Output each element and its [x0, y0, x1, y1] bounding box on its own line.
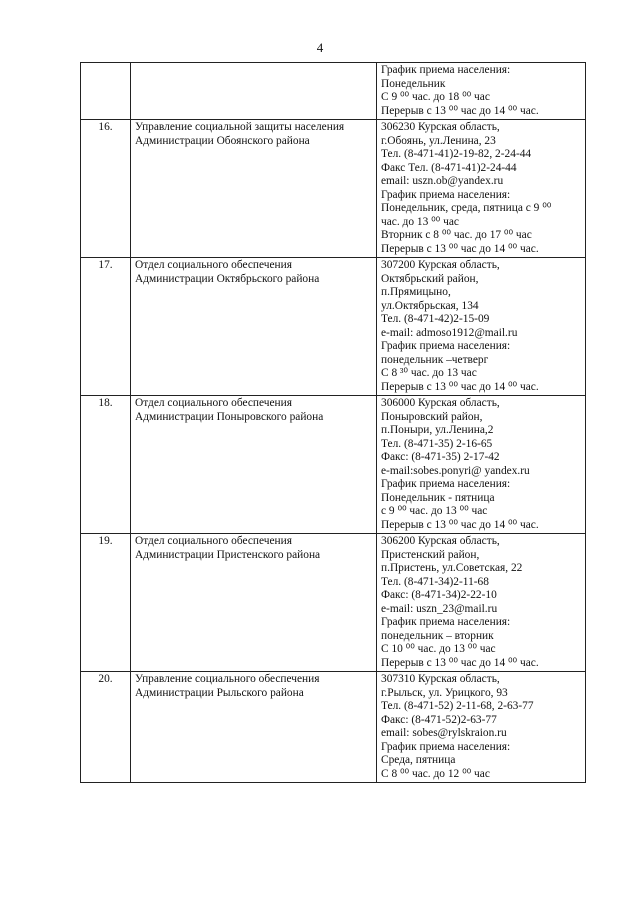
contact-line: Пристенский район, [381, 548, 480, 561]
contact-line: С 9 ⁰⁰ час. до 18 ⁰⁰ час [381, 91, 490, 103]
contact-line: Перерыв с 13 ⁰⁰ час до 14 ⁰⁰ час. [381, 104, 539, 117]
contact-line: Вторник с 8 ⁰⁰ час. до 17 ⁰⁰ час [381, 229, 532, 241]
contact-info [377, 534, 586, 672]
table-row [81, 396, 586, 534]
row-number [81, 63, 131, 120]
contact-line: п.Прямицыно, [381, 286, 451, 298]
office-name [131, 63, 377, 120]
table-row [81, 120, 586, 258]
contact-info [377, 120, 586, 258]
contact-line: с 9 ⁰⁰ час. до 13 ⁰⁰ час [381, 505, 488, 517]
contact-line: График приема населения: [381, 188, 511, 201]
contact-line: п.Поныри, ул.Ленина,2 [381, 424, 494, 436]
contact-line: email: sobes@rylskraion.ru [381, 727, 507, 739]
table-row [81, 672, 586, 783]
row-number: 17. [81, 258, 131, 396]
social-services-table [80, 62, 586, 783]
contact-line: С 10 ⁰⁰ час. до 13 ⁰⁰ час [381, 643, 496, 655]
contact-line: Перерыв с 13 ⁰⁰ час до 14 ⁰⁰ час. [381, 656, 539, 669]
contact-line: Факс: (8-471-35) 2-17-42 [381, 451, 500, 463]
contact-line: Октябрьский район, [381, 272, 479, 285]
contact-line: час. до 13 ⁰⁰ час [381, 215, 459, 228]
contact-line: Тел. (8-471-34)2-11-68 [381, 575, 489, 588]
row-number: 18. [81, 396, 131, 534]
contact-line: Факс: (8-471-34)2-22-10 [381, 589, 497, 601]
table-row [81, 63, 586, 120]
contact-line: понедельник –четверг [381, 353, 489, 366]
contact-info [377, 672, 586, 783]
office-name: Отдел социального обеспечения Администрации Октябрьского района [131, 258, 377, 396]
row-number: 19. [81, 534, 131, 672]
contact-line: 306200 Курская область, [381, 535, 500, 547]
row-number: 16. [81, 120, 131, 258]
contact-line: Поныровский район, [381, 410, 483, 423]
contact-line: e-mail: uszn_23@mail.ru [381, 602, 498, 615]
contact-info [377, 258, 586, 396]
contact-line: e-mail: admoso1912@mail.ru [381, 326, 518, 339]
contact-line: 307200 Курская область, [381, 259, 500, 271]
contact-line: График приема населения: [381, 740, 511, 753]
contact-line: Тел. (8-471-35) 2-16-65 [381, 437, 493, 450]
contact-line: e-mail:sobes.ponyri@ yandex.ru [381, 464, 530, 477]
row-number: 20. [81, 672, 131, 783]
contact-line: График приема населения: [381, 64, 511, 76]
office-name: Отдел социального обеспечения Администрации Пристенского района [131, 534, 377, 672]
table-row [81, 534, 586, 672]
contact-line: С 8 ⁰⁰ час. до 12 ⁰⁰ час [381, 767, 490, 780]
contact-line: Среда, пятница [381, 754, 456, 766]
contact-line: 306000 Курская область, [381, 397, 500, 409]
contact-line: График приема населения: [381, 340, 511, 352]
contact-line: Понедельник, среда, пятница с 9 ⁰⁰ [381, 202, 552, 214]
contact-line: понедельник – вторник [381, 629, 494, 642]
office-name: Управление социального обеспечения Администрации Рыльского района [131, 672, 377, 783]
contact-line: 307310 Курская область, [381, 673, 500, 685]
table-row [81, 258, 586, 396]
contact-line: Понедельник [381, 77, 446, 90]
contact-line: График приема населения: [381, 478, 511, 490]
page-number: 4 [316, 40, 324, 55]
contact-line: Перерыв с 13 ⁰⁰ час до 14 ⁰⁰ час. [381, 518, 539, 531]
contact-line: п.Пристень, ул.Советская, 22 [381, 562, 523, 574]
table-body [81, 63, 586, 783]
contact-info [377, 396, 586, 534]
office-name: Отдел социального обеспечения Администрации Поныровского района [131, 396, 377, 534]
contact-info [377, 63, 586, 120]
contact-line: 306230 Курская область, [381, 121, 500, 133]
office-name: Управление социальной защиты населения Администрации Обоянского района [131, 120, 377, 258]
contact-line: Факс Тел. (8-471-41)2-24-44 [381, 161, 517, 174]
contact-line: Перерыв с 13 ⁰⁰ час до 14 ⁰⁰ час. [381, 242, 539, 255]
contact-line: Тел. (8-471-41)2-19-82, 2-24-44 [381, 148, 532, 160]
contact-line: ул.Октябрьская, 134 [381, 299, 479, 312]
contact-line: г.Рыльск, ул. Урицкого, 93 [381, 686, 508, 699]
contact-line: Факс: (8-471-52)2-63-77 [381, 713, 497, 726]
contact-line: Перерыв с 13 ⁰⁰ час до 14 ⁰⁰ час. [381, 380, 539, 393]
contact-line: Тел. (8-471-52) 2-11-68, 2-63-77 [381, 700, 534, 712]
contact-line: Понедельник - пятница [381, 491, 495, 504]
contact-line: email: uszn.ob@yandex.ru [381, 175, 504, 187]
contact-line: С 8 ³⁰ час. до 13 час [381, 367, 477, 379]
contact-line: Тел. (8-471-42)2-15-09 [381, 313, 490, 325]
contact-line: График приема населения: [381, 616, 511, 628]
contact-line: г.Обоянь, ул.Ленина, 23 [381, 134, 496, 147]
